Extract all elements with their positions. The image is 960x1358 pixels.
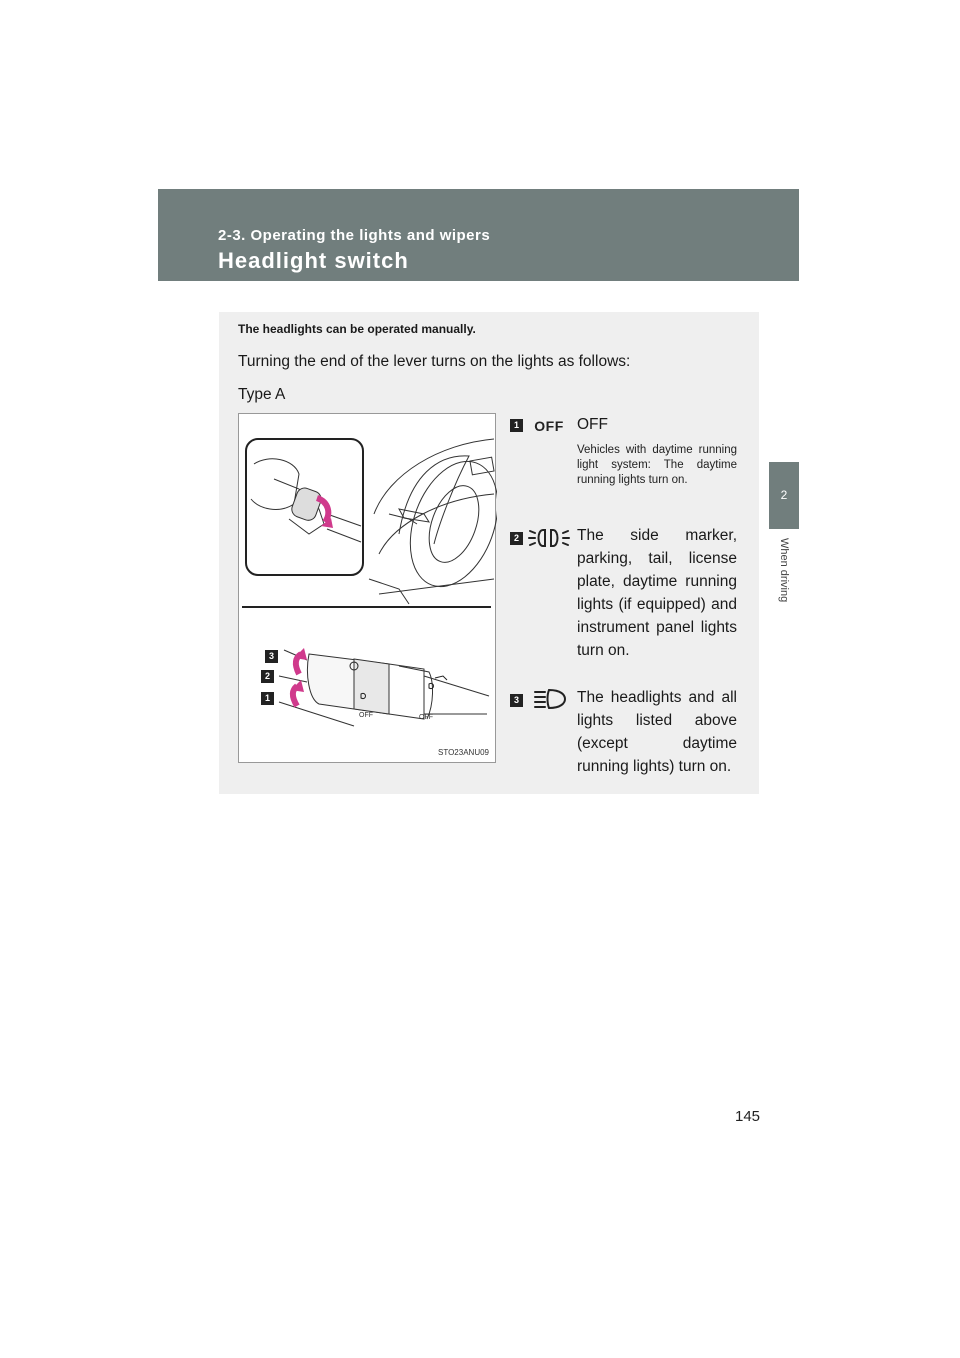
intro-text: Turning the end of the lever turns on the lights as follows: xyxy=(238,353,631,370)
item-3-text: The headlights and all lights listed above (except daytime running lights) turn on. xyxy=(577,689,737,775)
item-2-text: The side marker, parking, tail, license plate, daytime running lights (if equipped) and instrument panel lights turn on. xyxy=(577,527,737,659)
chapter-number: 2 xyxy=(780,488,788,502)
item-number-2: 2 xyxy=(510,532,523,545)
callout-3: 3 xyxy=(265,650,278,663)
parking-lights-icon xyxy=(527,526,571,550)
item-number-3: 3 xyxy=(510,694,523,707)
chapter-label: When driving xyxy=(778,538,790,603)
lead-text: The headlights can be operated manually. xyxy=(238,322,476,336)
callout-2: 2 xyxy=(261,670,274,683)
callout-1: 1 xyxy=(261,692,274,705)
headlight-icon xyxy=(527,687,571,711)
lever-off-label-b: OFF xyxy=(419,714,433,721)
item-1-heading: OFF xyxy=(577,416,608,433)
item-number-1: 1 xyxy=(510,419,523,432)
item-1-note: Vehicles with daytime running light system: The daytime running lights turn on. xyxy=(577,444,737,486)
off-text-icon: OFF xyxy=(534,418,564,434)
page-title: Headlight switch xyxy=(218,248,409,273)
page-number: 145 xyxy=(735,1108,761,1125)
figure-id: STO23ANU09 xyxy=(438,748,489,757)
illustration-drawing xyxy=(239,414,497,764)
headlight-switch-illustration xyxy=(238,413,496,763)
lever-off-label-a: OFF xyxy=(359,712,373,719)
type-label: Type A xyxy=(238,386,286,403)
section-title: 2-3. Operating the lights and wipers xyxy=(218,227,491,244)
